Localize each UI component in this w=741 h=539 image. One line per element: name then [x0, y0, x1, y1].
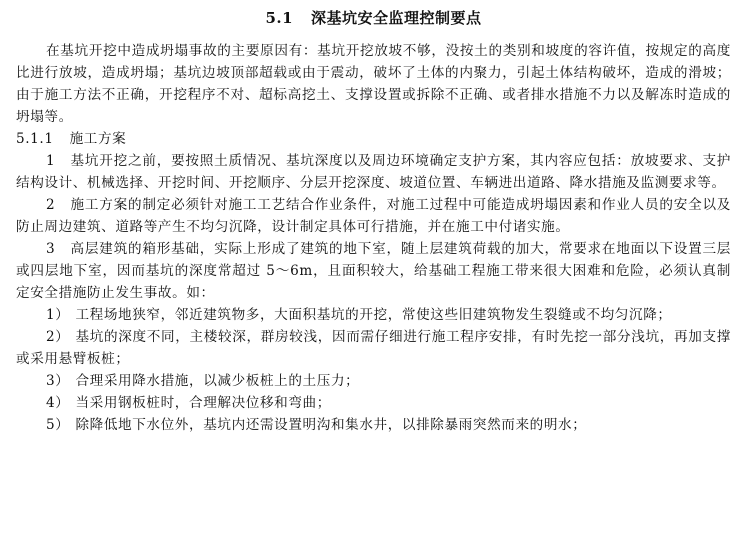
section-title-text: 深基坑安全监理控制要点 [311, 9, 482, 27]
list-marker: 2） [46, 329, 70, 345]
point-text: 高层建筑的箱形基础，实际上形成了建筑的地下室，随上层建筑荷载的加大，常要求在地面以下设置三层或四层地下室，因而基坑的深度常超过 5～6m，且面积较大，给基础工程施工带来很大困难和危险，必须认真制定安全措施防止发生事故。如： [16, 241, 731, 301]
list-text: 当采用钢板桩时，合理解决位移和弯曲； [75, 395, 331, 411]
intro-paragraph: 在基坑开挖中造成坍塌事故的主要原因有：基坑开挖放坡不够，没按土的类别和坡度的容许值，按规定的高度比进行放坡，造成坍塌；基坑边坡顶部超载或由于震动，破坏了土体的内聚力，引起土体结构破坏，造成的滑坡；由于施工方法不正确，开挖程序不对、超标高挖土、支撑设置或拆除不正确、或者排水措施不力以及解冻时造成的坍塌等。 [16, 43, 731, 125]
list-item-4 [16, 392, 731, 414]
point-text: 施工方案的制定必须针对施工工艺结合作业条件，对施工过程中可能造成坍塌因素和作业人员的安全以及防止周边建筑、道路等产生不均匀沉降，设计制定具体可行措施，并在施工中付诸实施。 [16, 197, 731, 235]
list-marker: 5） [46, 417, 70, 433]
subsection-title: 施工方案 [69, 131, 127, 147]
point-marker: 1 [46, 153, 56, 169]
list-marker: 3） [46, 373, 70, 389]
list-item-2 [16, 326, 731, 370]
list-text: 基坑的深度不同，主楼较深，群房较浅，因而需仔细进行施工程序安排，有时先挖一部分浅坑，再加支撑或采用悬臂板桩； [16, 329, 731, 367]
list-marker: 1） [46, 307, 70, 323]
point-marker: 2 [46, 197, 56, 213]
list-item-1 [16, 304, 731, 326]
list-item-3 [16, 370, 731, 392]
section-number: 5.1 [265, 9, 294, 27]
subsection-heading [16, 128, 731, 150]
subsection-number: 5.1.1 [16, 131, 54, 147]
list-text: 除降低地下水位外，基坑内还需设置明沟和集水井，以排除暴雨突然而来的明水； [75, 417, 587, 433]
section-title [16, 8, 731, 28]
point-text: 基坑开挖之前，要按照土质情况、基坑深度以及周边环境确定支护方案，其内容应包括：放坡要求、支护结构设计、机械选择、开挖时间、开挖顺序、分层开挖深度、坡道位置、车辆进出道路、降水措施及监测要求等。 [16, 153, 731, 191]
list-text: 工程场地狭窄，邻近建筑物多，大面积基坑的开挖，常使这些旧建筑物发生裂缝或不均匀沉降； [75, 307, 672, 323]
list-text: 合理采用降水措施，以减少板桩上的土压力； [75, 373, 360, 389]
point-paragraph-1 [16, 150, 731, 194]
point-paragraph-2 [16, 194, 731, 238]
point-paragraph-3 [16, 238, 731, 304]
list-marker: 4） [46, 395, 70, 411]
point-marker: 3 [46, 241, 56, 257]
list-item-5 [16, 414, 731, 436]
